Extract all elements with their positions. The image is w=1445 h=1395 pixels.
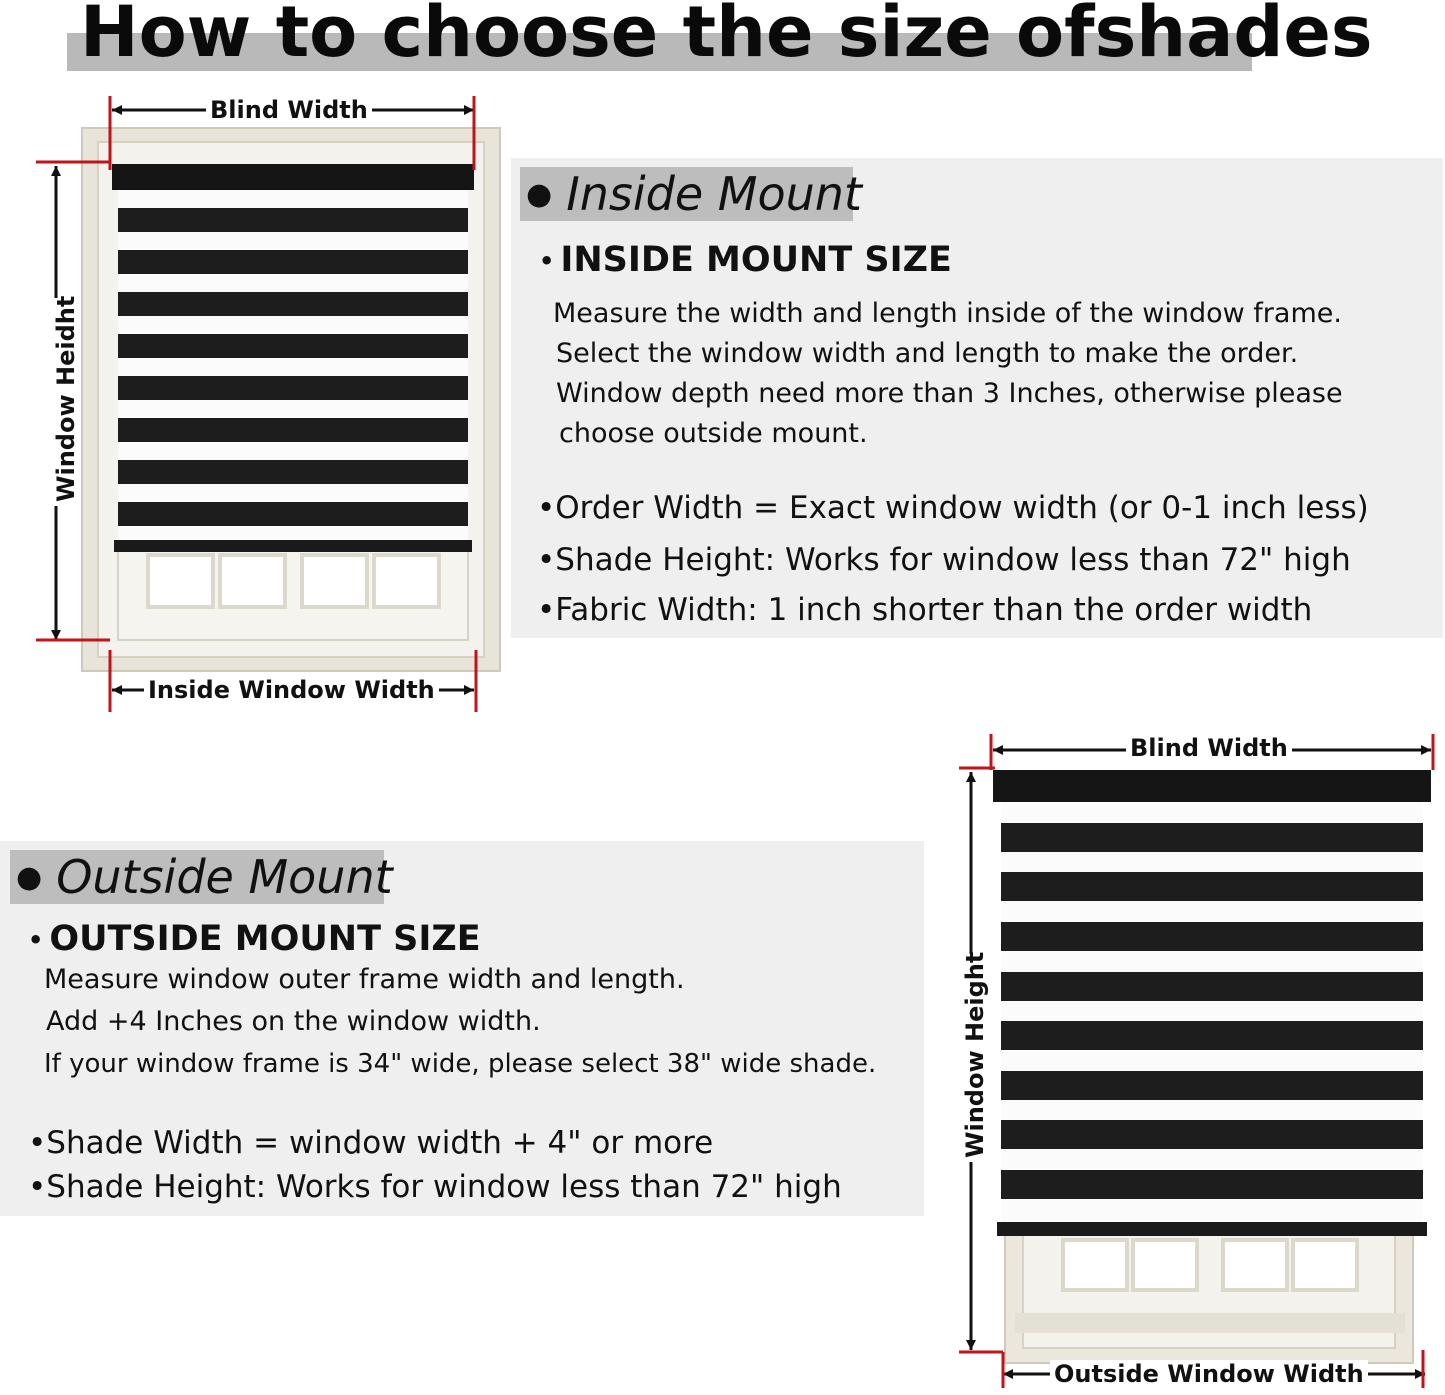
outside-mount-subheading: • OUTSIDE MOUNT SIZE xyxy=(28,919,481,959)
outside-mount-heading xyxy=(10,850,393,904)
outside-mount-bullets xyxy=(28,1121,842,1209)
inside-mount-panel xyxy=(511,158,1443,638)
inside-mount-paragraph: Measure the width and length inside of the window frame. Select the window width and length to make the order. Window depth need more than 3 Inches, otherwise please choose outside mount. xyxy=(553,298,1343,449)
list-item: •Shade Width = window width + 4" or more xyxy=(28,1125,714,1161)
outside-mount-panel xyxy=(0,841,924,1216)
bullet-icon: • xyxy=(539,247,555,275)
page-title: How to choose the size ofshades xyxy=(80,0,1373,73)
inside-mount-heading xyxy=(520,167,862,221)
bullet-icon: • xyxy=(28,926,44,954)
list-item: •Shade Height: Works for window less than 72" high xyxy=(28,1169,842,1205)
inside-mount-bullets xyxy=(537,486,1369,638)
list-item: •Fabric Width: 1 inch shorter than the order width xyxy=(537,592,1313,628)
inside-window-height-label: Window Heidht xyxy=(52,298,80,506)
list-item: •Shade Height: Works for window less than 72" high xyxy=(537,542,1351,578)
inside-mount-subheading: • INSIDE MOUNT SIZE xyxy=(539,240,952,280)
inside-mount-illustration xyxy=(30,90,510,715)
outside-window-height-label: Window Height xyxy=(961,954,989,1162)
list-item: •Order Width = Exact window width (or 0-1 inch less) xyxy=(537,490,1369,526)
inside-window-width-label: Inside Window Width xyxy=(144,676,439,704)
outside-mount-illustration xyxy=(955,728,1440,1390)
outside-mount-heading-text: Outside Mount xyxy=(56,850,393,904)
bullet-icon: ● xyxy=(526,176,553,212)
inside-blind-width-label: Blind Width xyxy=(206,96,372,124)
outside-blind-width-label: Blind Width xyxy=(1126,734,1292,762)
outside-mount-paragraph: Measure window outer frame width and length. Add +4 Inches on the window width. If your window frame is 34" wide, please select 38" wide shade. xyxy=(44,964,877,1079)
inside-mount-heading-text: Inside Mount xyxy=(566,167,862,221)
outside-window-width-label: Outside Window Width xyxy=(1050,1360,1368,1388)
bullet-icon: ● xyxy=(16,859,43,895)
